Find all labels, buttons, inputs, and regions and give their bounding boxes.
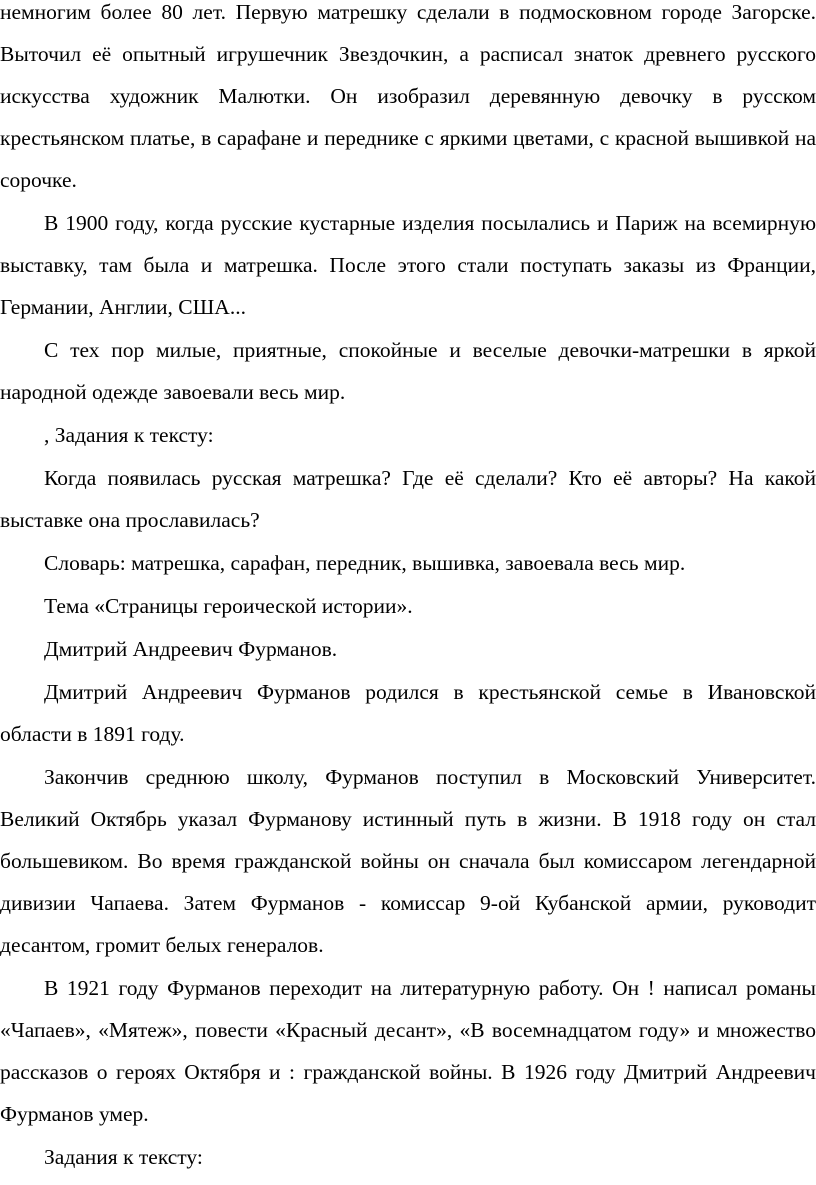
- paragraph-matryoshka-origin: немногим более 80 лет. Первую матрешку сделали в подмосковном городе Загорске. Выточил её опытный игрушечник Звездочкин, а расписал знаток древнего русского искусства художник Малютки. Он изобразил деревянную девочку в русском крестьянском платье, в сарафане и переднике с яркими цветами, с красной вышивкой на сорочке.: [0, 0, 816, 192]
- paragraph-furmanov-literature: В 1921 году Фурманов переходит на литературную работу. Он ! написал романы «Чапаев», «Мятеж», повести «Красный десант», «В восемнадцатом году» и множество рассказов о героях Октября и : гражданской войны. В 1926 году Дмитрий Андреевич Фурманов умер.: [0, 976, 816, 1126]
- paragraph-paris-exhibition: В 1900 году, когда русские кустарные изделия посылались и Париж на всемирную выставку, там была и матрешка. После этого стали поступать заказы из Франции, Германии, Англии, США...: [0, 211, 816, 319]
- heading-furmanov: Дмитрий Андреевич Фурманов.: [44, 637, 338, 661]
- paragraph-furmanov-career: Закончив среднюю школу, Фурманов поступил в Московский Университет. Великий Октябрь указал Фурманову истинный путь в жизни. В 1918 году он стал большевиком. Во время гражданской войны он сначала был комиссаром легендарной дивизии Чапаева. Затем Фурманов - комиссар 9-ой Кубанской армии, руководит десантом, громит белых генералов.: [0, 765, 816, 957]
- heading-topic: Тема «Страницы героической истории».: [44, 594, 413, 618]
- paragraph-questions: Когда появилась русская матрешка? Где её сделали? Кто её авторы? На какой выставке она прославилась?: [0, 466, 816, 532]
- heading-tasks-1: , Задания к тексту:: [44, 423, 214, 447]
- paragraph-vocabulary: Словарь: матрешка, сарафан, передник, вышивка, завоевала весь мир.: [44, 551, 686, 575]
- paragraph-conquered-world: С тех пор милые, приятные, спокойные и веселые девочки-матрешки в яркой народной одежде завоевали весь мир.: [0, 338, 816, 404]
- paragraph-furmanov-birth: Дмитрий Андреевич Фурманов родился в крестьянской семье в Ивановской области в 1891 году.: [0, 680, 816, 746]
- heading-tasks-2: Задания к тексту:: [44, 1145, 203, 1169]
